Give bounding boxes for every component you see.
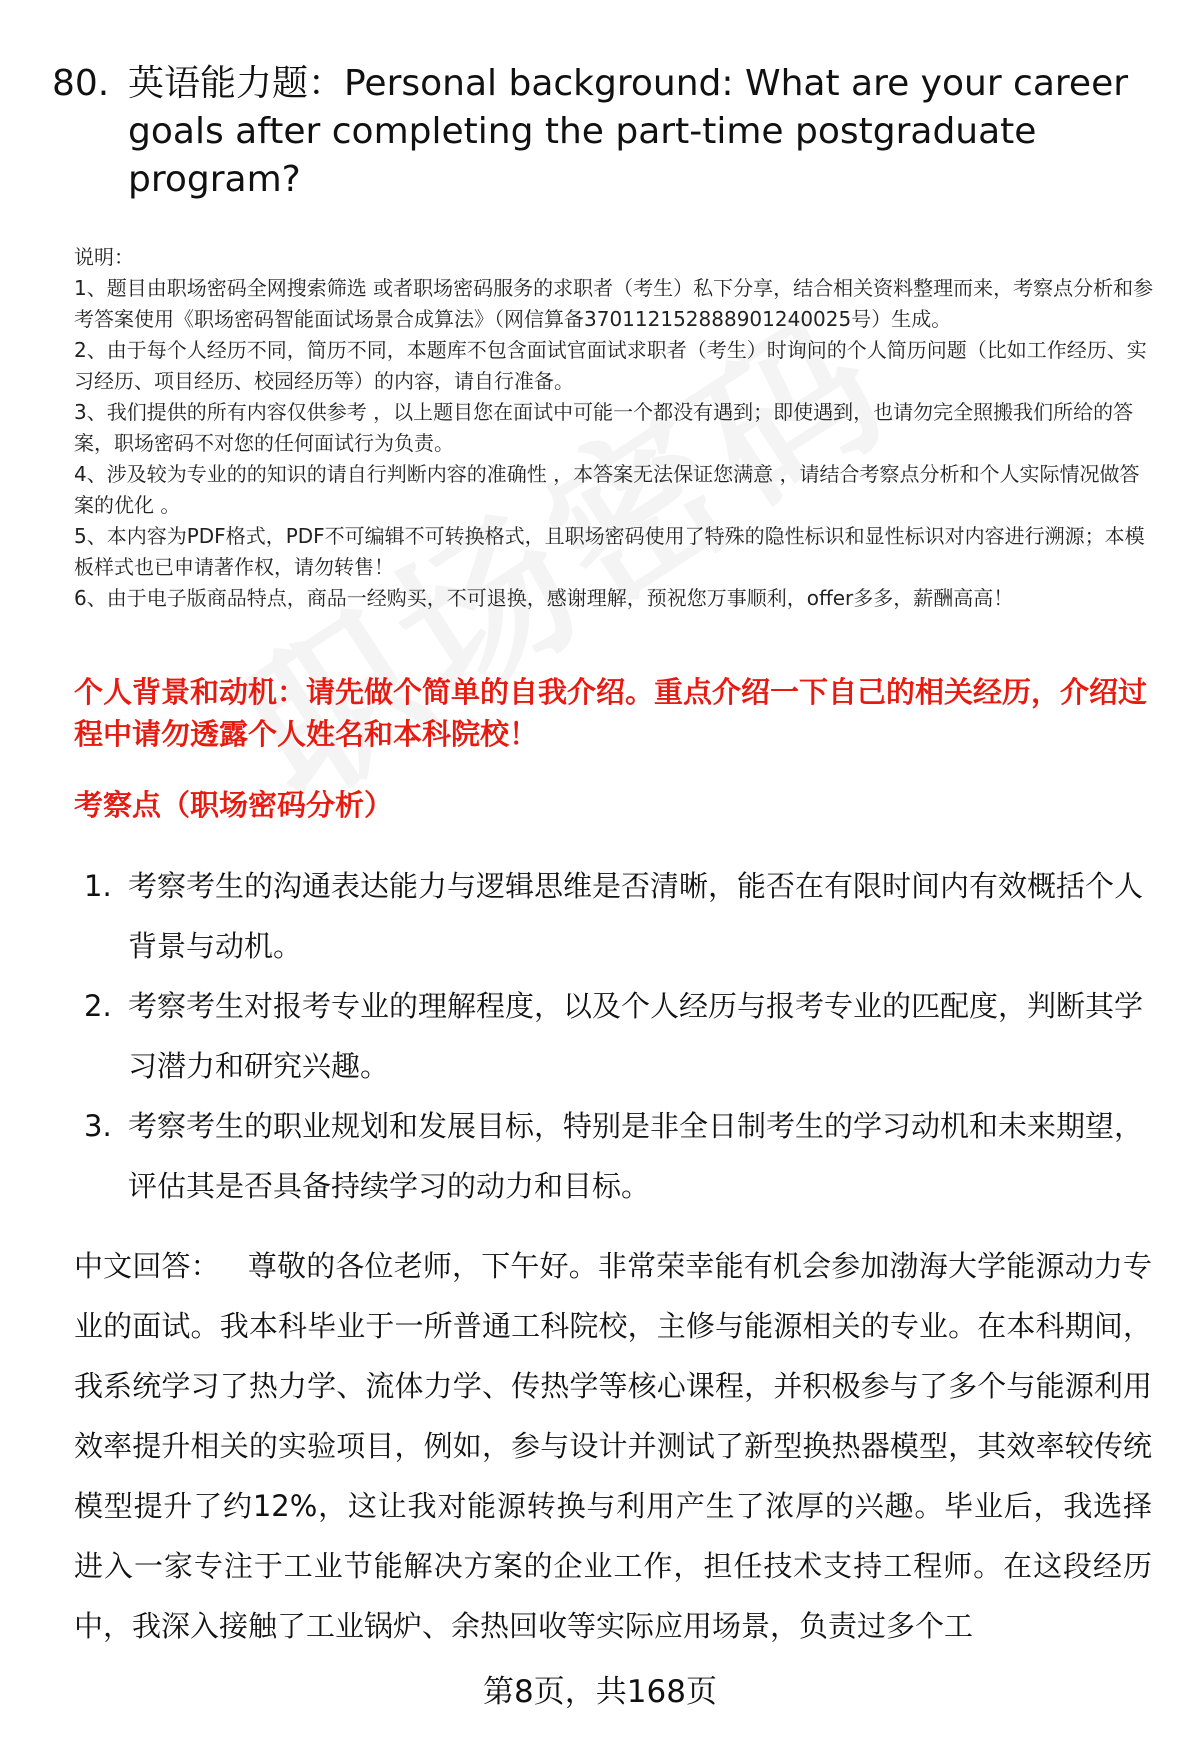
question-text: 英语能力题：Personal background: What are your career goals after completing the part-time postgraduate program? [128,63,1129,200]
note-item: 4、涉及较为专业的的知识的请自行判断内容的准确性 ，本答案无法保证您满意 ，请结合考察点分析和个人实际情况做答案的优化 。 [74,462,1140,517]
list-item [84,856,1159,976]
note-item: 3、我们提供的所有内容仅供参考 ，以上题目您在面试中可能一个都没有遇到；即使遇到，也请勿完全照搬我们所给的答案，职场密码不对您的任何面试行为负责。 [74,400,1134,455]
list-item-number: 1. [84,869,112,903]
answer-label: 中文回答： [74,1249,220,1283]
answer-text: 尊敬的各位老师，下午好。非常荣幸能有机会参加渤海大学能源动力专业的面试。我本科毕业于一所普通工科院校，主修与能源相关的专业。在本科期间，我系统学习了热力学、流体力学、传热学等核心课程，并积极参与了多个与能源利用效率提升相关的实验项目，例如，参与设计并测试了新型换热器模型，其效率较传统模型提升了约12%，这让我对能源转换与利用产生了浓厚的兴趣。毕业后，我选择进入一家专注于工业节能解决方案的企业工作，担任技术支持工程师。在这段经历中，我深入接触了工业锅炉、余热回收等实际应用场景，负责过多个工 [74,1249,1152,1643]
notes-block [74,242,1154,614]
list-item [84,1096,1159,1216]
list-item-text: 考察考生的沟通表达能力与逻辑思维是否清晰，能否在有限时间内有效概括个人背景与动机。 [128,869,1144,963]
note-item: 1、题目由职场密码全网搜索筛选 或者职场密码服务的求职者（考生）私下分享，结合相关资料整理而来，考察点分析和参考答案使用《职场密码智能面试场景合成算法》（网信算备370112152888901240025号）生成。 [74,276,1154,331]
list-item-number: 3. [84,1109,112,1143]
notes-title: 说明： [74,245,134,269]
page-footer: 第8页，共168页 [483,1674,717,1710]
list-item-text: 考察考生对报考专业的理解程度，以及个人经历与报考专业的匹配度，判断其学习潜力和研究兴趣。 [128,989,1144,1083]
analysis-title: 考察点（职场密码分析） [74,788,394,822]
list-item [84,976,1159,1096]
question-number: 80. [52,63,110,104]
note-item: 6、由于电子版商品特点，商品一经购买，不可退换，感谢理解，预祝您万事顺利，offer多多，薪酬高高！ [74,586,1014,610]
note-item: 5、本内容为PDF格式，PDF不可编辑不可转换格式，且职场密码使用了特殊的隐性标识和显性标识对内容进行溯源；本模板样式也已申请著作权，请勿转售！ [74,524,1145,579]
list-item-number: 2. [84,989,112,1023]
highlight-prompt: 个人背景和动机：请先做个简单的自我介绍。重点介绍一下自己的相关经历，介绍过程中请勿透露个人姓名和本科院校！ [74,675,1148,751]
note-item: 2、由于每个人经历不同，简历不同，本题库不包含面试官面试求职者（考生）时询问的个人简历问题（比如工作经历、实习经历、项目经历、校园经历等）的内容，请自行准备。 [74,338,1147,393]
list-item-text: 考察考生的职业规划和发展目标，特别是非全日制考生的学习动机和未来期望，评估其是否具备持续学习的动力和目标。 [128,1109,1144,1203]
question-title [52,60,1142,204]
answer-paragraph [74,1236,1152,1656]
analysis-list [84,856,1159,1216]
